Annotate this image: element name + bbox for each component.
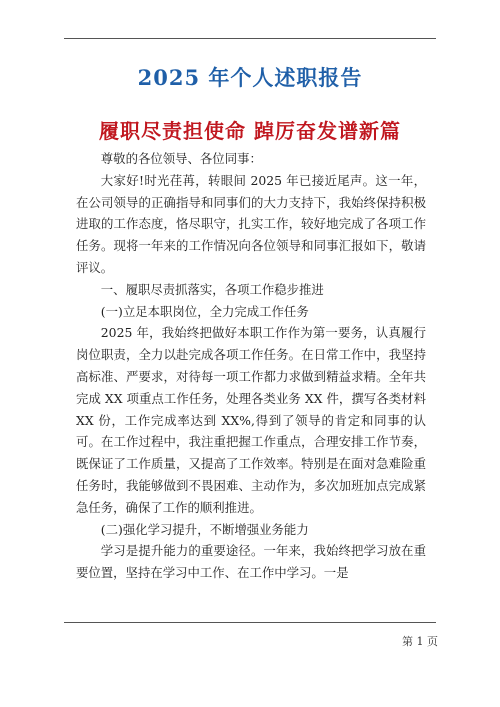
body-paragraph-1: 2025 年，我始终把做好本职工作作为第一要务，认真履行岗位职责，全力以赴完成各项工作任务。在日常工作中，我坚持高标准、严要求，对待每一项工作都力求做到精益求精。全年共完成 XX 项重点工作任务，处理各类业务 XX 件，撰写各类材料 XX 份，工作完成率达到 XX%,得到了领导的肯定和同事的认可。在工作过程中，我注重把握工作重点，合理安排工作节奏，既保证了工作质量，又提高了工作效率。特别是在面对急难险重任务时，我能够做到不畏困难、主动作为，多次加班加点完成紧急任务，确保了工作的顺利推进。	[76, 325, 426, 515]
intro-paragraph: 大家好!时光荏苒，转眼间 2025 年已接近尾声。这一年，在公司领导的正确指导和同事们的大力支持下，我始终保持积极进取的工作态度，恪尽职守，扎实工作，较好地完成了各项工作任务。现将一年来的工作情况向各位领导和同事汇报如下，敬请评议。	[76, 172, 426, 275]
document-subtitle: 履职尽责担使命 踔厉奋发谱新篇	[99, 119, 401, 143]
section-heading-1: 一、履职尽责抓落实，各项工作稳步推进	[100, 281, 324, 297]
subsection-heading-1: (一)立足本职岗位，全力完成工作任务	[100, 303, 309, 319]
footer-rule	[64, 622, 436, 623]
document-body	[76, 148, 426, 584]
salutation: 尊敬的各位领导、各位同事：	[100, 151, 262, 166]
header-rule	[64, 38, 436, 39]
subsection-heading-2: (二)强化学习提升，不断增强业务能力	[100, 521, 309, 537]
page-number: 第 1 页	[402, 635, 438, 648]
body-paragraph-2: 学习是提升能力的重要途径。一年来，我始终把学习放在重要位置，坚持在学习中工作、在工作中学习。一是	[76, 543, 426, 581]
document-title: 2025 年个人述职报告	[137, 65, 363, 90]
